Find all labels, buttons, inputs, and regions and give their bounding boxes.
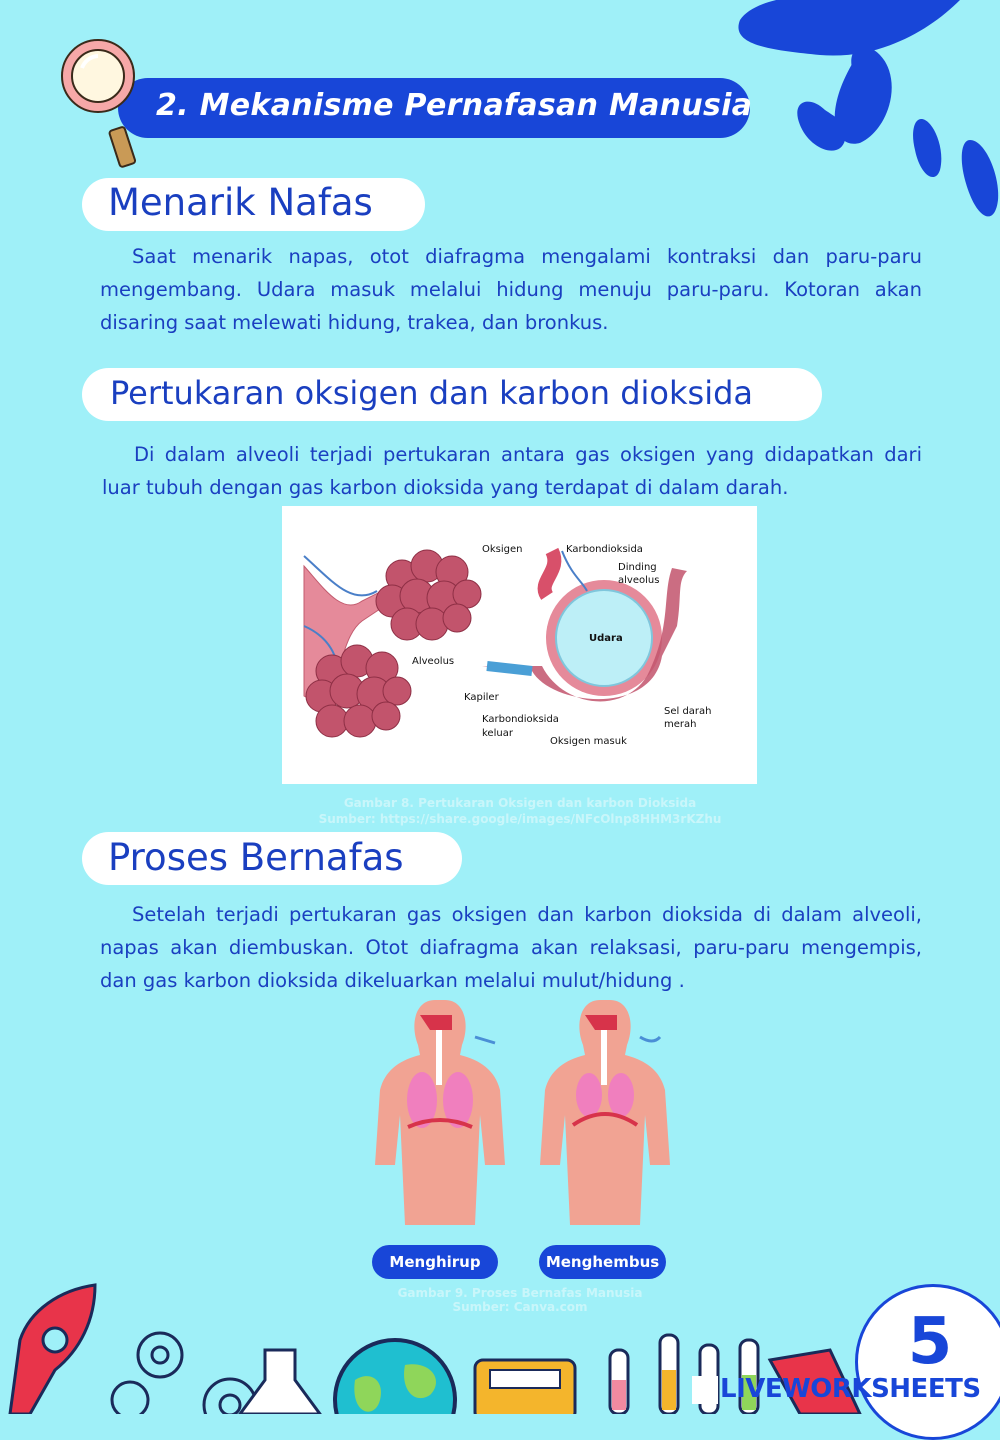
menghembus-button[interactable]: Menghembus [539, 1245, 666, 1279]
magnifier-icon [58, 36, 148, 171]
body-exhale [540, 1000, 670, 1225]
figure-8-caption-title: Gambar 8. Pertukaran Oksigen dan karbon Dioksida [343, 796, 697, 810]
decorative-blobs [730, 0, 1000, 250]
figure-9-caption-title: Gambar 9. Proses Bernafas Manusia [397, 1286, 643, 1300]
section-body-proses-bernafas: Setelah terjadi pertukaran gas oksigen dan karbon dioksida di dalam alveoli, napas akan diembuskan. Otot diafragma akan relaksasi, paru-paru mengempis, dan gas karbon dioksida dikeluarkan melalui mulut/hidung . [100, 903, 922, 992]
figure-alveolus-diagram [282, 506, 757, 784]
section-heading-proses-bernafas: Proses Bernafas [108, 836, 404, 879]
label-karbondioksida: Karbondioksida [566, 544, 643, 555]
liveworksheets-logo-icon [692, 1376, 718, 1404]
label-alveolus-wall: alveolus [618, 575, 660, 586]
liveworksheets-brand: LIVEWORKSHEETS [720, 1374, 981, 1404]
flask-icon [240, 1350, 320, 1414]
label-sel-darah: Sel darah [664, 706, 712, 717]
label-karbondioksida-keluar: Karbondioksida [482, 714, 559, 725]
label-dinding: Dinding [618, 562, 657, 573]
section-body-menarik-nafas: Saat menarik napas, otot diafragma mengalami kontraksi dan paru-paru mengembang. Udara masuk melalui hidung menuju paru-paru. Kotoran akan disaring saat melewati hidung, trakea, dan bronkus. [100, 245, 922, 334]
label-udara: Udara [589, 633, 623, 644]
label-kapiler: Kapiler [464, 692, 499, 703]
figure-8-caption-source: Sumber: https://share.google/images/NFcOlnp8HHM3rKZhu [318, 812, 722, 826]
menghirup-button[interactable]: Menghirup [372, 1245, 498, 1279]
label-oksigen: Oksigen [482, 544, 523, 555]
page-number: 5 [907, 1305, 953, 1379]
label-merah: merah [664, 719, 697, 730]
globe-icon [335, 1340, 455, 1414]
calculator-icon [475, 1360, 575, 1414]
rocket-icon [10, 1285, 95, 1414]
label-oksigen-masuk: Oksigen masuk [550, 736, 627, 747]
body-inhale [375, 1000, 505, 1225]
section-heading-menarik-nafas: Menarik Nafas [108, 181, 373, 224]
figure-9-caption-source: Sumber: Canva.com [452, 1300, 588, 1314]
gear-icon [112, 1333, 256, 1414]
page-title: 2. Mekanisme Pernafasan Manusia [156, 88, 753, 123]
section-body-pertukaran: Di dalam alveoli terjadi pertukaran antara gas oksigen yang didapatkan dari luar tubuh dengan gas karbon dioksida yang terdapat di dalam darah. [102, 443, 922, 499]
figure-breathing-process [370, 995, 670, 1235]
section-heading-pertukaran: Pertukaran oksigen dan karbon dioksida [110, 374, 753, 412]
label-alveolus: Alveolus [412, 656, 455, 667]
label-keluar: keluar [482, 728, 513, 739]
